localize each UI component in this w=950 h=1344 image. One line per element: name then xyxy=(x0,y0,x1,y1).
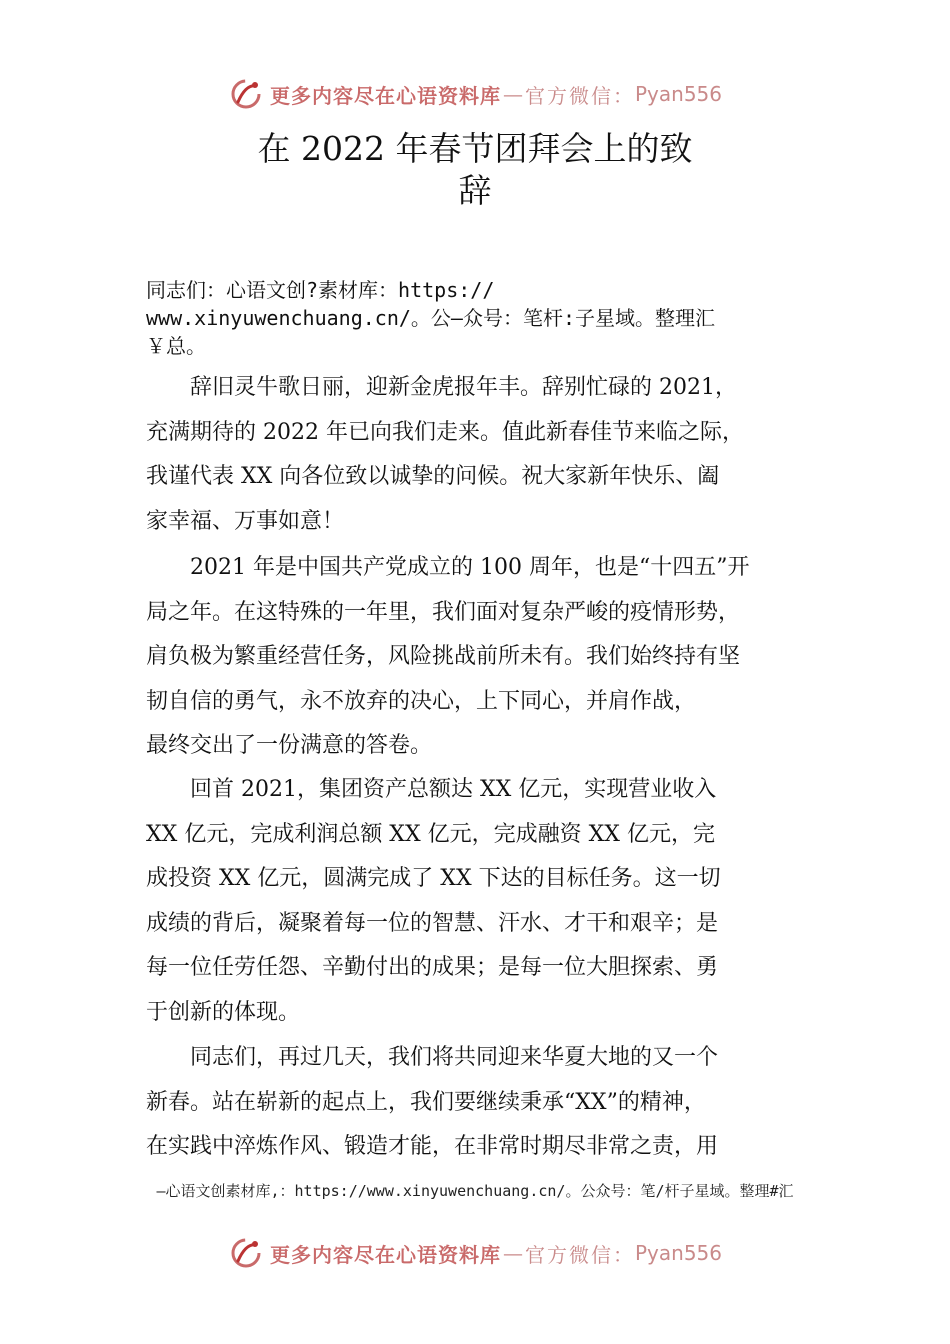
paragraph-1 xyxy=(146,366,814,544)
paragraph-line: XX 亿元，完成利润总额 XX 亿元，完成融资 XX 亿元，完 xyxy=(146,821,715,847)
paragraph-line: 我谨代表 XX 向各位致以诚挚的问候。祝大家新年快乐、阖 xyxy=(146,464,720,489)
banner-wechat-id: Pyan556 xyxy=(634,82,722,106)
footer-banner xyxy=(0,1231,950,1275)
banner-wechat-id: Pyan556 xyxy=(634,1241,722,1265)
paragraph-3 xyxy=(146,768,814,1035)
paragraph-line: 肩负极为繁重经营任务，风险挑战前所未有。我们始终持有坚 xyxy=(146,644,741,669)
intro-line: www.xinyuwenchuang.cn/。公—众号：笔杆:子星域。整理汇 xyxy=(146,306,715,330)
paragraph-2 xyxy=(146,546,814,769)
paragraph-line: 同志们，再过几天，我们将共同迎来华夏大地的又一个 xyxy=(146,1045,719,1070)
paragraph-line: 每一位任劳任怨、辛勤付出的成果；是每一位大胆探索、勇 xyxy=(146,955,719,980)
document-title xyxy=(200,128,750,212)
header-banner xyxy=(0,72,950,116)
paragraph-line: 辞旧灵牛歌日丽，迎新金虎报年丰。辞别忙碌的 2021， xyxy=(146,375,737,400)
banner-wechat-label: 官方微信： xyxy=(524,83,635,108)
banner-separator: — xyxy=(502,82,523,106)
swirl-logo-icon xyxy=(228,1235,264,1271)
paragraph-line: 于创新的体现。 xyxy=(146,999,301,1025)
intro-line: ￥总。 xyxy=(146,334,206,358)
paragraph-line: 家幸福、万事如意！ xyxy=(146,508,345,534)
paragraph-line: 充满期待的 2022 年已向我们走来。值此新春佳节来临之际， xyxy=(146,419,744,445)
footer-note: —心语文创素材库,：https://www.xinyuwenchuang.cn/。公众号：笔/杆子星域。整理#汇 xyxy=(156,1182,794,1200)
title-line-2: 辞 xyxy=(458,171,492,210)
paragraph-4 xyxy=(146,1036,814,1170)
paragraph-line: 成投资 XX 亿元，圆满完成了 XX 下达的目标任务。这一切 xyxy=(146,866,721,891)
paragraph-line: 最终交出了一份满意的答卷。 xyxy=(146,733,433,758)
paragraph-line: 局之年。在这特殊的一年里，我们面对复杂严峻的疫情形势， xyxy=(146,599,741,625)
intro-block xyxy=(146,276,826,360)
banner-wechat-label: 官方微信： xyxy=(524,1242,635,1267)
title-line-1: 在 2022 年春节团拜会上的致 xyxy=(257,129,693,168)
banner-slogan: 更多内容尽在心语资料库 xyxy=(269,1242,501,1267)
paragraph-line: 新春。站在崭新的起点上，我们要继续秉承“XX”的精神， xyxy=(146,1089,706,1115)
paragraph-line: 韧自信的勇气，永不放弃的决心，上下同心，并肩作战， xyxy=(146,688,697,714)
swirl-logo-icon xyxy=(228,76,264,112)
paragraph-line: 在实践中淬炼作风、锻造才能，在非常时期尽非常之责，用 xyxy=(146,1134,719,1159)
paragraph-line: 2021 年是中国共产党成立的 100 周年，也是“十四五”开 xyxy=(146,555,750,580)
paragraph-line: 回首 2021，集团资产总额达 XX 亿元，实现营业收入 xyxy=(146,777,717,802)
paragraph-line: 成绩的背后，凝聚着每一位的智慧、汗水、才干和艰辛；是 xyxy=(146,910,719,936)
banner-separator: — xyxy=(502,1241,523,1265)
banner-slogan: 更多内容尽在心语资料库 xyxy=(269,83,501,108)
intro-line: 同志们：心语文创?素材库：https:// xyxy=(146,278,495,302)
